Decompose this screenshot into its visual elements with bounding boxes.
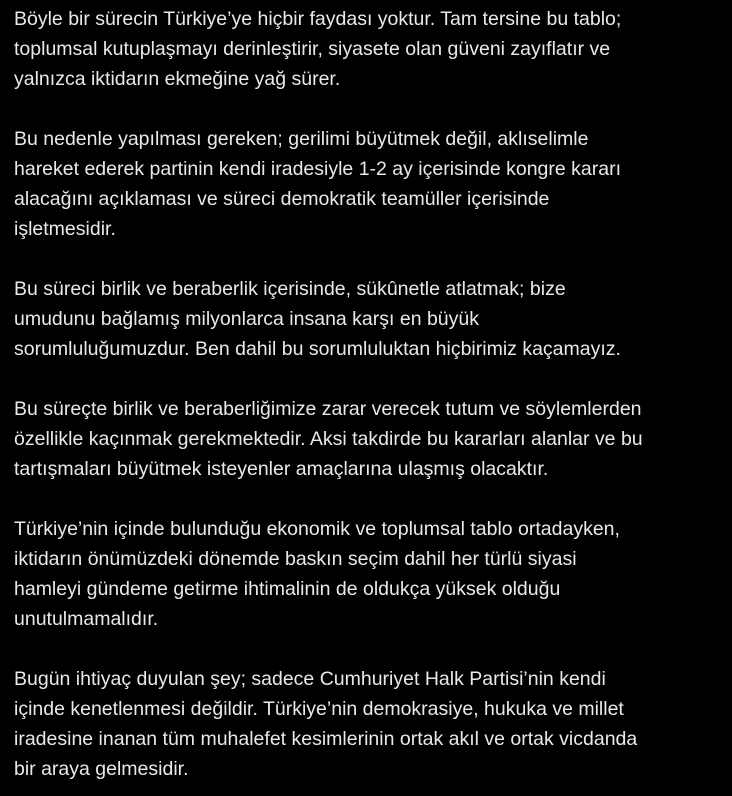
post-line: iradesine inanan tüm muhalefet kesimlerinin ortak akıl ve ortak vicdanda	[14, 728, 638, 750]
post-line: unutulmamalıdır.	[14, 608, 159, 630]
post-line: Türkiye’nin içinde bulunduğu ekonomik ve toplumsal tablo ortadayken,	[14, 518, 620, 540]
post-paragraph-4	[14, 394, 720, 484]
post-line: toplumsal kutuplaşmayı derinleştirir, siyasete olan güveni zayıflatır ve	[14, 38, 611, 60]
post-line: iktidarın önümüzdeki dönemde baskın seçim dahil her türlü siyasi	[14, 548, 577, 570]
post-line: içinde kenetlenmesi değildir. Türkiye’nin demokrasiye, hukuka ve millet	[14, 698, 624, 720]
post-paragraph-1	[14, 4, 720, 94]
post-line: bir araya gelmesidir.	[14, 758, 189, 780]
post-line: Bu süreçte birlik ve beraberliğimize zarar verecek tutum ve söylemlerden	[14, 398, 642, 420]
post-body	[14, 4, 720, 796]
post-line: özellikle kaçınmak gerekmektedir. Aksi takdirde bu kararları alanlar ve bu	[14, 428, 643, 450]
post-paragraph-3	[14, 274, 720, 364]
post-paragraph-6	[14, 664, 720, 784]
post-line: hamleyi gündeme getirme ihtimalinin de oldukça yüksek olduğu	[14, 578, 561, 600]
post-line: hareket ederek partinin kendi iradesiyle 1-2 ay içerisinde kongre kararı	[14, 158, 621, 180]
post-line: Bugün ihtiyaç duyulan şey; sadece Cumhuriyet Halk Partisi’nin kendi	[14, 668, 606, 690]
post-paragraph-5	[14, 514, 720, 634]
post-line: alacağını açıklaması ve süreci demokratik teamüller içerisinde	[14, 188, 550, 210]
post-line: Böyle bir sürecin Türkiye’ye hiçbir faydası yoktur. Tam tersine bu tablo;	[14, 8, 622, 30]
post-line: tartışmaları büyütmek isteyenler amaçlarına ulaşmış olacaktır.	[14, 458, 549, 480]
post-line: Bu nedenle yapılması gereken; gerilimi büyütmek değil, aklıselimle	[14, 128, 589, 150]
post-line: umudunu bağlamış milyonlarca insana karşı en büyük	[14, 308, 480, 330]
post-line: Bu süreci birlik ve beraberlik içerisinde, sükûnetle atlatmak; bize	[14, 278, 566, 300]
post-line: yalnızca iktidarın ekmeğine yağ sürer.	[14, 68, 341, 90]
post-line: sorumluluğumuzdur. Ben dahil bu sorumluluktan hiçbirimiz kaçamayız.	[14, 338, 621, 360]
post-line: işletmesidir.	[14, 218, 116, 240]
post-paragraph-2	[14, 124, 720, 244]
